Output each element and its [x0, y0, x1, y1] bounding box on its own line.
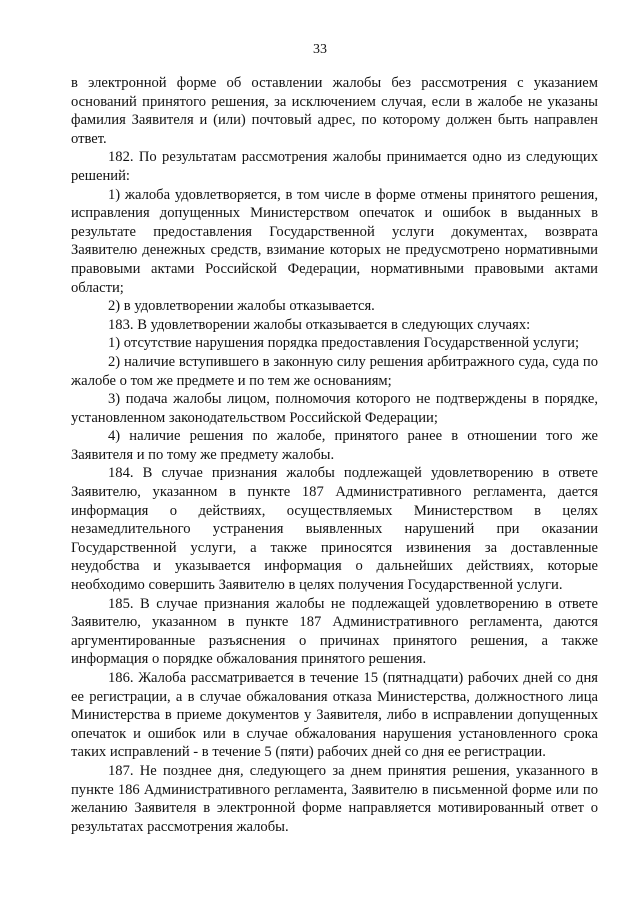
list-item-183-3: 3) подача жалобы лицом, полномочия которого не подтверждены в порядке, установленном законодательством Российской Федерации;: [71, 391, 598, 426]
list-item-182-1: 1) жалоба удовлетворяется, в том числе в форме отмены принятого решения, исправления допущенных Министерством опечаток и ошибок в выданных в результате предоставления Государственной услуги документах, возврата Заявителю денежных средств, взимание которых не предусмотрено нормативными правовыми актами Российской Федерации, нормативными правовыми актами области;: [71, 186, 598, 296]
page-number: 33: [313, 42, 327, 57]
list-item-183-2: 2) наличие вступившего в законную силу решения арбитражного суда, суда по жалобе о том же предмете и по тем же основаниям;: [71, 353, 598, 389]
paragraph-185: 185. В случае признания жалобы не подлежащей удовлетворению в ответе Заявителю, указанном в пункте 187 Административного регламента, даются аргументированные разъяснения о причинах принятого решения, а также информация о порядке обжалования принятого решения.: [71, 595, 598, 668]
paragraph-183: 183. В удовлетворении жалобы отказывается в следующих случаях:: [108, 316, 531, 333]
paragraph-182: 182. По результатам рассмотрения жалобы принимается одно из следующих решений:: [71, 149, 598, 184]
document-body: [71, 74, 598, 836]
paragraph-184: 184. В случае признания жалобы подлежащей удовлетворению в ответе Заявителю, указанном в пункте 187 Административного регламента, дается информация о действиях, осуществляемых Министерством в целях незамедлительного устранения выявленных нарушений при оказании Государственной услуги, а также приносятся извинения за доставленные неудобства и указывается информация о дальнейших действиях, которые необходимо совершить Заявителю в целях получения Государственной услуги.: [71, 465, 598, 594]
paragraph-186: 186. Жалоба рассматривается в течение 15 (пятнадцати) рабочих дней со дня ее регистрации, а в случае обжалования отказа Министерства, должностного лица Министерства в приеме документов у Заявителя, либо в исправлении допущенных опечаток и ошибок или в случае обжалования нарушения установленного срока таких исправлений - в течение 5 (пяти) рабочих дней со дня ее регистрации.: [71, 670, 598, 761]
list-item-183-4: 4) наличие решения по жалобе, принятого ранее в отношении того же Заявителя и по тому же предмету жалобы.: [71, 428, 598, 463]
paragraph-continuation: в электронной форме об оставлении жалобы без рассмотрения с указанием оснований принятого решения, за исключением случая, если в жалобе не указаны фамилия Заявителя и (или) почтовый адрес, по которому должен быть направлен ответ.: [71, 75, 598, 147]
paragraph-187: 187. Не позднее дня, следующего за днем принятия решения, указанного в пункте 186 Административного регламента, Заявителю в письменной форме или по желанию Заявителя в электронной форме направляется мотивированный ответ о результатах рассмотрения жалобы.: [71, 762, 598, 835]
list-item-182-2: 2) в удовлетворении жалобы отказывается.: [108, 298, 375, 315]
list-item-183-1: 1) отсутствие нарушения порядка предоставления Государственной услуги;: [108, 335, 580, 352]
